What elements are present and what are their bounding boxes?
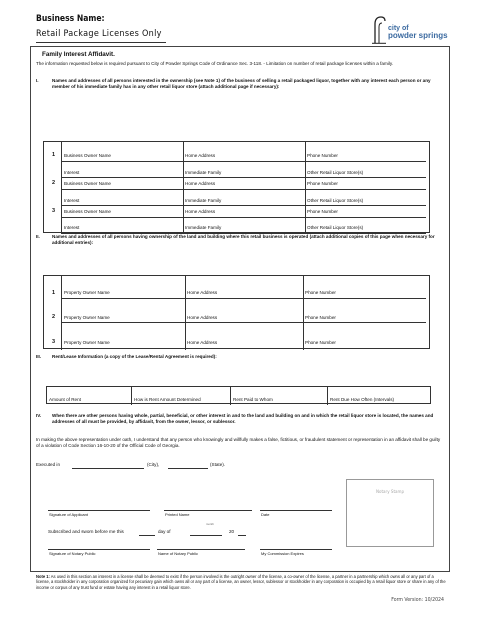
section3-text: Rent/Lease Information (a copy of the Lease/Rental Agreement is required): [52, 354, 217, 359]
property-owners-table: 1 Property Owner Name Home Address Phone Number 2 Property Owner Name Home Address Phone Number 3 Property Owner Name Home Address Phone Number [43, 275, 430, 349]
section4-numeral: IV. [36, 413, 42, 418]
phone-field[interactable]: Phone Number [305, 340, 336, 345]
day-of-label: day of [158, 529, 171, 534]
interest-field[interactable]: Interest [64, 198, 80, 203]
logo-text-line1: city of [388, 25, 409, 32]
notary-stamp-label: Notary Stamp [375, 490, 405, 495]
section1-numeral: I. [36, 78, 39, 83]
business-name-label: Business Name: [36, 14, 105, 24]
home-address-field[interactable]: Home Address [187, 315, 218, 320]
note-text: As used in this section an interest in a license shall be deemed to exist if the person involved is the outright owner of the license, a co-owner of the license, a partner in a partnership which owns all or any part of a license, a stockholder in any corporation organized for pecuniary gain which owns all or any part of a license, an owner, lessor, sublessor or stockholder in any corporation is occupied by a retail liquor store or share in any of the income or corpus of any trust fund or estate having any interest in a retail liquor store. [36, 574, 446, 590]
notary-signature-line[interactable] [48, 549, 150, 550]
home-address-field[interactable]: Home Address [185, 209, 216, 214]
family-field[interactable]: Immediate Family [185, 198, 222, 203]
interest-field[interactable]: Interest [64, 170, 80, 175]
month-hint: month [206, 522, 214, 526]
sworn-text: Subscribed and sworn before me this [48, 529, 124, 534]
month-line[interactable] [190, 535, 222, 536]
affidavit-intro: The information requested below is required pursuant to City of Powder Springs Code of Ordinance Sec. 3-118. - Limitation on number of retail package licenses within a family. [36, 61, 394, 66]
note-label: Note 1: [36, 574, 50, 579]
family-field[interactable]: Immediate Family [185, 170, 222, 175]
section1-text: Names and addresses of all persons interested in the ownership (see Note 1) of the business of selling a retail packaged liquor, together with any interest each person or any member of his immediate family has in any other retail liquor store (attach additional page if necessary): [52, 78, 431, 89]
owner-name-field[interactable]: Business Owner Name [64, 153, 111, 158]
other-store-field[interactable]: Other Retail Liquor Store(s) [307, 170, 364, 175]
form-title: Retail Package Licenses Only [36, 29, 162, 39]
notary-signature-label: Signature of Notary Public [49, 551, 96, 556]
rent-determination-field[interactable]: How is Rent Amount Determined [134, 397, 201, 402]
logo-text-line2: powder springs [388, 31, 448, 40]
phone-field[interactable]: Phone Number [305, 315, 336, 320]
applicant-signature-line[interactable] [48, 510, 150, 511]
affidavit-heading: Family Interest Affidavit. [42, 51, 115, 58]
owner-name-field[interactable]: Business Owner Name [64, 209, 111, 214]
home-address-field[interactable]: Home Address [185, 181, 216, 186]
state-label: (State). [210, 462, 226, 467]
applicant-signature-label: Signature of Applicant [49, 512, 88, 517]
family-field[interactable]: Immediate Family [185, 225, 222, 230]
form-version: Form Version: 10/2024 [391, 597, 444, 603]
home-address-field[interactable]: Home Address [187, 290, 218, 295]
phone-field[interactable]: Phone Number [307, 181, 338, 186]
owners-table: 1 Business Owner Name Home Address Phone Number Interest Immediate Family Other Retail Liquor Store(s) 2 Business Owner Name Home Address Phone Number Interest Immediate Family Other Retail Liquor Store(s) 3 Business Owner Name Home Address Phone Number Interest Immediate Family Other Retail Liquor Store(s) [43, 141, 430, 233]
note-1 [36, 574, 446, 590]
phone-field[interactable]: Phone Number [307, 209, 338, 214]
phone-field[interactable]: Phone Number [305, 290, 336, 295]
printed-name-line[interactable] [164, 510, 252, 511]
printed-name-label: Printed Name [165, 512, 190, 517]
interest-field[interactable]: Interest [64, 225, 80, 230]
rent-paid-to-field[interactable]: Rent Paid to Whom [233, 397, 273, 402]
date-line[interactable] [260, 510, 332, 511]
notary-name-label: Name of Notary Public [158, 551, 199, 556]
other-store-field[interactable]: Other Retail Liquor Store(s) [307, 198, 364, 203]
amount-of-rent-field[interactable]: Amount of Rent [49, 397, 81, 402]
phone-field[interactable]: Phone Number [307, 153, 338, 158]
day-line[interactable] [139, 535, 155, 536]
executed-label: Executed in [36, 462, 61, 467]
notary-stamp-box [346, 479, 434, 547]
representation-text: In making the above representation under oath, I understand that any person who knowingly and willfully makes a false, fictitious, or fraudulent statement or representation in an affidavit shall be guilty of a violation of Code Section 16-10-20 of the Official Code of Georgia. [36, 437, 441, 448]
commission-label: My Commission Expires [261, 551, 304, 556]
property-owner-field[interactable]: Property Owner Name [64, 340, 110, 345]
commission-line[interactable] [260, 549, 332, 550]
date-label: Date [261, 512, 270, 517]
owner-name-field[interactable]: Business Owner Name [64, 181, 111, 186]
state-line[interactable] [168, 468, 208, 469]
city-label: (City), [147, 462, 160, 467]
section2-text: Names and addresses of all persons having ownership of the land and building where this retail business is operated (attach additional copies of this page when necessary for additional entries): [52, 234, 435, 245]
city-line[interactable] [72, 468, 144, 469]
notary-name-line[interactable] [157, 549, 245, 550]
section3-numeral: III. [36, 354, 42, 359]
property-owner-field[interactable]: Property Owner Name [64, 315, 110, 320]
rent-interval-field[interactable]: Rent Due How Often (Intervals) [330, 397, 395, 402]
rent-table [46, 386, 431, 404]
city-logo [372, 14, 448, 46]
home-address-field[interactable]: Home Address [187, 340, 218, 345]
property-owner-field[interactable]: Property Owner Name [64, 290, 110, 295]
year-prefix: 20 [229, 529, 235, 534]
home-address-field[interactable]: Home Address [185, 153, 216, 158]
logo-fountain-icon [372, 14, 386, 44]
other-store-field[interactable]: Other Retail Liquor Store(s) [307, 225, 364, 230]
section2-numeral: II. [36, 234, 40, 239]
section4-text: When there are other persons having whole, partial, beneficial, or other interest in and to the land and building on and in which the retail liquor store is located, the names and addresses of all must be provided, by affidavit, from the owner, lessor, or sublessor. [52, 413, 434, 424]
year-line[interactable] [238, 535, 246, 536]
